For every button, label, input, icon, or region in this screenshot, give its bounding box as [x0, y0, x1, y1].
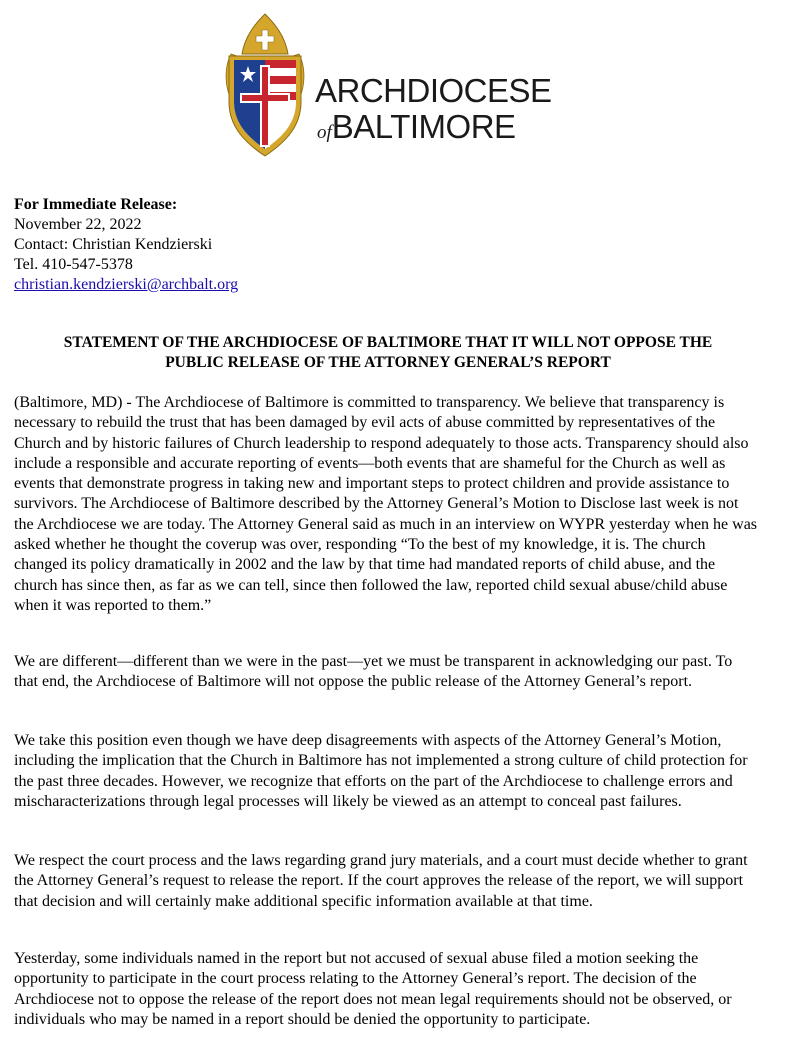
logo-baltimore-word: BALTIMORE — [331, 108, 516, 145]
paragraph-5: Yesterday, some individuals named in the report but not accused of sexual abuse filed a motion seeking the opportunity to participate in the court process relating to the Attorney General’s report. The decision of the Archdiocese not to oppose the release of the report does not mean legal requirements should not be observed, or individuals who may be named in a report should be denied the opportunity to participate. — [14, 950, 732, 1028]
release-date: November 22, 2022 — [14, 216, 142, 233]
logo-line-archdiocese: ARCHDIOCESE — [315, 72, 552, 109]
release-contact: Contact: Christian Kendzierski — [14, 236, 213, 253]
statement-title — [14, 333, 762, 373]
logo-line-baltimore — [317, 110, 552, 143]
paragraph-2: We are different—different than we were in the past—yet we must be transparent in acknowledging our past. To that end, the Archdiocese of Baltimore will not oppose the public release of the Attorney General’s report. — [14, 653, 733, 691]
paragraph-1: (Baltimore, MD) - The Archdiocese of Baltimore is committed to transparency. We believe that transparency is necessary to rebuild the trust that has been damaged by evil acts of abuse committed by representatives of the Church and by historic failures of Church leadership to respond adequately to those acts. Transparency should also include a responsible and accurate reporting of events—both events that are shameful for the Church as well as events that demonstrate progress in taking new and important steps to protect children and provide assistance to survivors. The Archdiocese of Baltimore described by the Attorney General’s Motion to Disclose last week is not the Archdiocese we are today. The Attorney General said as much in an interview on WYPR yesterday when he was asked whether he thought the coverup was over, responding “To the best of my knowledge, it is. The church changed its policy dramatically in 2002 and the law by that time had mandated reports of child abuse, and the church has since then, as far as we can tell, since then followed the law, reported child sexual abuse/child abuse when it was reported to them.” — [14, 394, 758, 614]
release-tel: Tel. 410-547-5378 — [14, 256, 133, 273]
paragraph-4: We respect the court process and the laws regarding grand jury materials, and a court must decide whether to grant the Attorney General’s request to release the report. If the court approves the release of the report, we will support that decision and will certainly make additional specific information available at that time. — [14, 852, 748, 910]
statement-title-line2: PUBLIC RELEASE OF THE ATTORNEY GENERAL’S REPORT — [165, 354, 611, 371]
release-header: For Immediate Release: — [14, 196, 178, 213]
statement-title-line1: STATEMENT OF THE ARCHDIOCESE OF BALTIMORE THAT IT WILL NOT OPPOSE THE — [63, 334, 713, 351]
logo-text — [315, 74, 552, 143]
paragraph-3: We take this position even though we have deep disagreements with aspects of the Attorney General’s Motion, including the implication that the Church in Baltimore has not implemented a strong culture of child protection for the past three decades. However, we recognize that efforts on the part of the Archdiocese to challenge errors and mischaracterizations through legal processes will likely be viewed as an attempt to conceal past failures. — [14, 732, 748, 810]
release-info — [14, 195, 238, 295]
logo-of: of — [317, 122, 332, 143]
archdiocese-logo — [215, 10, 560, 160]
coat-of-arms-icon — [215, 10, 315, 160]
contact-email-link[interactable]: christian.kendzierski@archbalt.org — [14, 276, 239, 293]
